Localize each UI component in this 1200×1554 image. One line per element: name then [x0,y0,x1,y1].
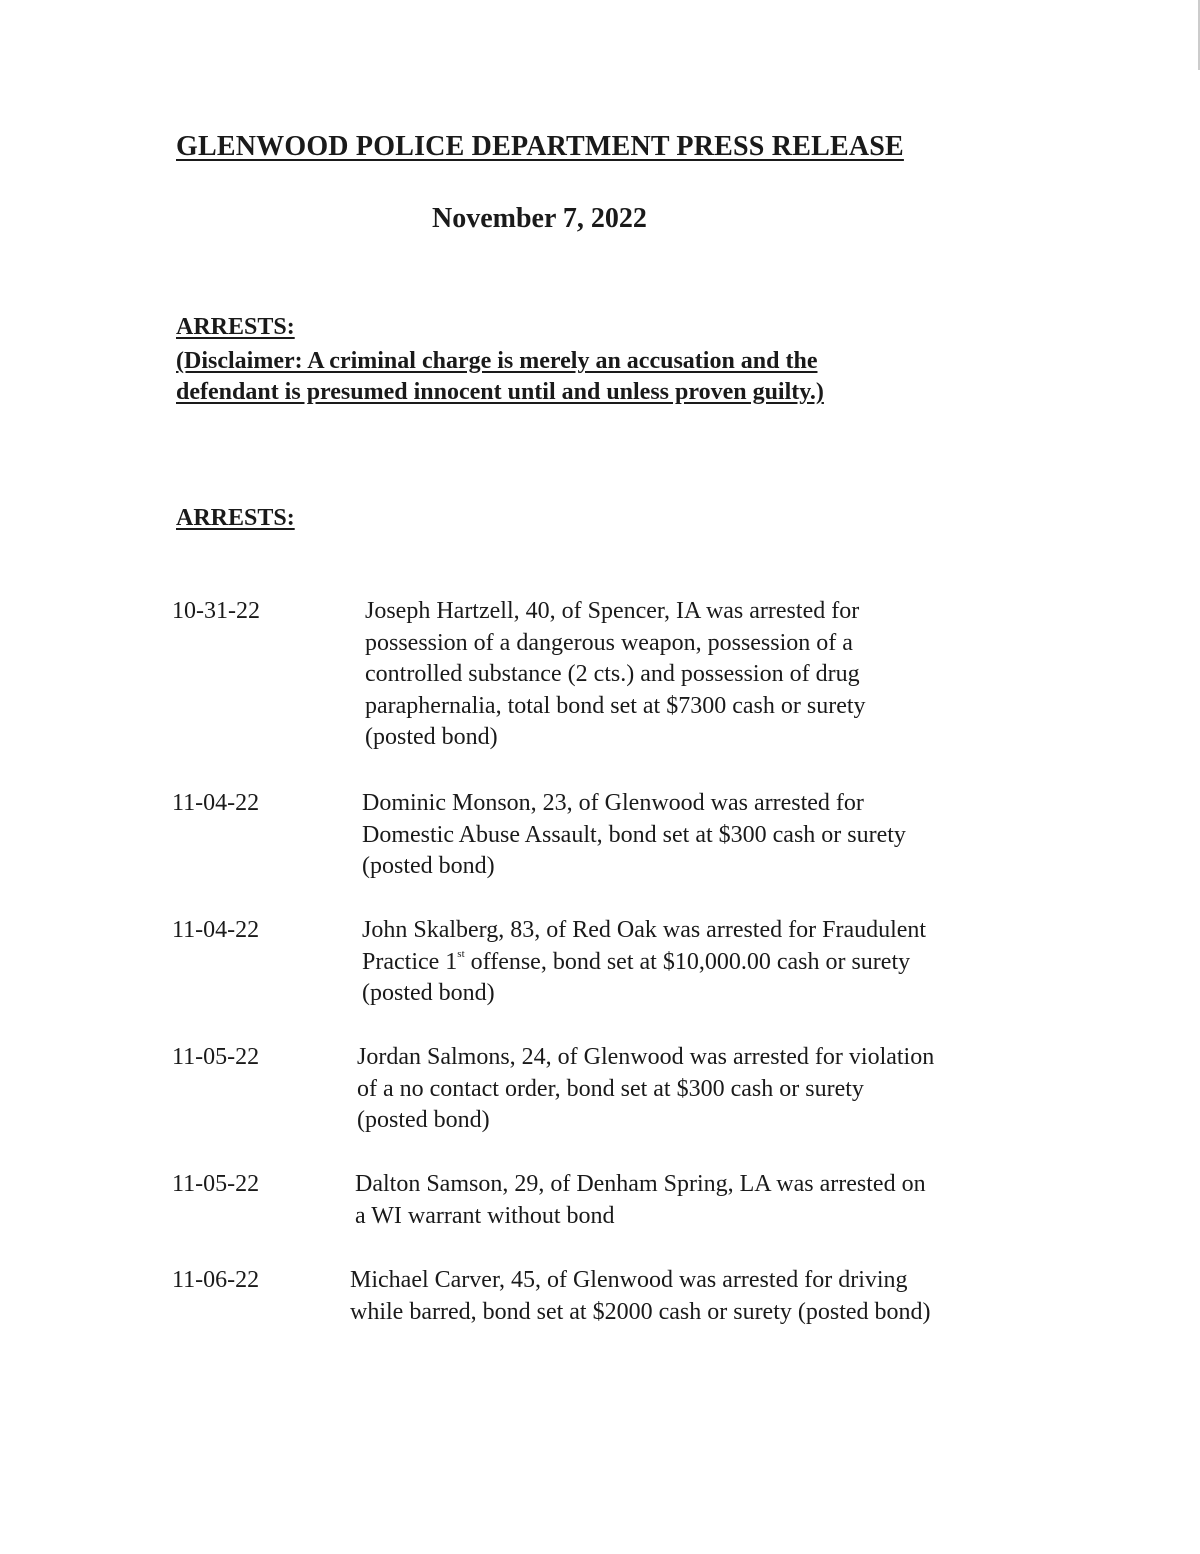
description-line: Dominic Monson, 23, of Glenwood was arrested for [362,790,864,816]
description-line: Michael Carver, 45, of Glenwood was arrested for driving [350,1267,908,1293]
line-part-sup: st [457,947,465,960]
arrest-description [362,788,906,883]
arrest-date: 11-06-22 [172,1267,260,1293]
description-line: (posted bond) [362,853,495,879]
arrest-description [362,915,926,1010]
description-line: (posted bond) [357,1107,490,1133]
line-part-pre: Practice 1 [362,948,458,975]
arrest-date: 11-04-22 [172,790,260,816]
arrest-description [365,596,866,754]
description-line: Joseph Hartzell, 40, of Spencer, IA was arrested for [365,598,860,624]
arrests-list-heading: ARRESTS: [176,505,295,531]
description-line: paraphernalia, total bond set at $7300 cash or surety [365,692,866,719]
description-line: Domestic Abuse Assault, bond set at $300 cash or surety [362,821,906,848]
description-line [362,947,926,979]
arrest-date: 11-04-22 [172,917,260,943]
description-line: Jordan Salmons, 24, of Glenwood was arrested for violation [357,1044,935,1070]
arrest-description [355,1169,926,1232]
disclaimer-line: defendant is presumed innocent until and unless proven guilty.) [176,379,824,405]
disclaimer-line: (Disclaimer: A criminal charge is merely an accusation and the [176,348,818,374]
description-line: a WI warrant without bond [355,1202,615,1229]
description-line: John Skalberg, 83, of Red Oak was arrested for Fraudulent [362,917,927,943]
page-title: GLENWOOD POLICE DEPARTMENT PRESS RELEASE [176,131,904,162]
arrests-heading: ARRESTS: [176,314,295,340]
description-line: controlled substance (2 cts.) and possession of drug [365,661,860,687]
arrest-date: 11-05-22 [172,1044,260,1070]
description-line: (posted bond) [362,980,495,1006]
release-date: November 7, 2022 [432,203,647,234]
arrest-date: 11-05-22 [172,1171,260,1197]
arrest-description [350,1265,931,1328]
description-line: of a no contact order, bond set at $300 cash or surety [357,1075,864,1102]
arrest-description [357,1042,934,1137]
disclaimer [176,346,824,408]
description-line: while barred, bond set at $2000 cash or surety (posted bond) [350,1298,931,1325]
description-line: possession of a dangerous weapon, possession of a [365,629,853,656]
description-line: (posted bond) [365,724,498,750]
arrest-date: 10-31-22 [172,598,260,624]
line-part-post: offense, bond set at $10,000.00 cash or surety [464,948,911,975]
description-line: Dalton Samson, 29, of Denham Spring, LA was arrested on [355,1171,926,1197]
